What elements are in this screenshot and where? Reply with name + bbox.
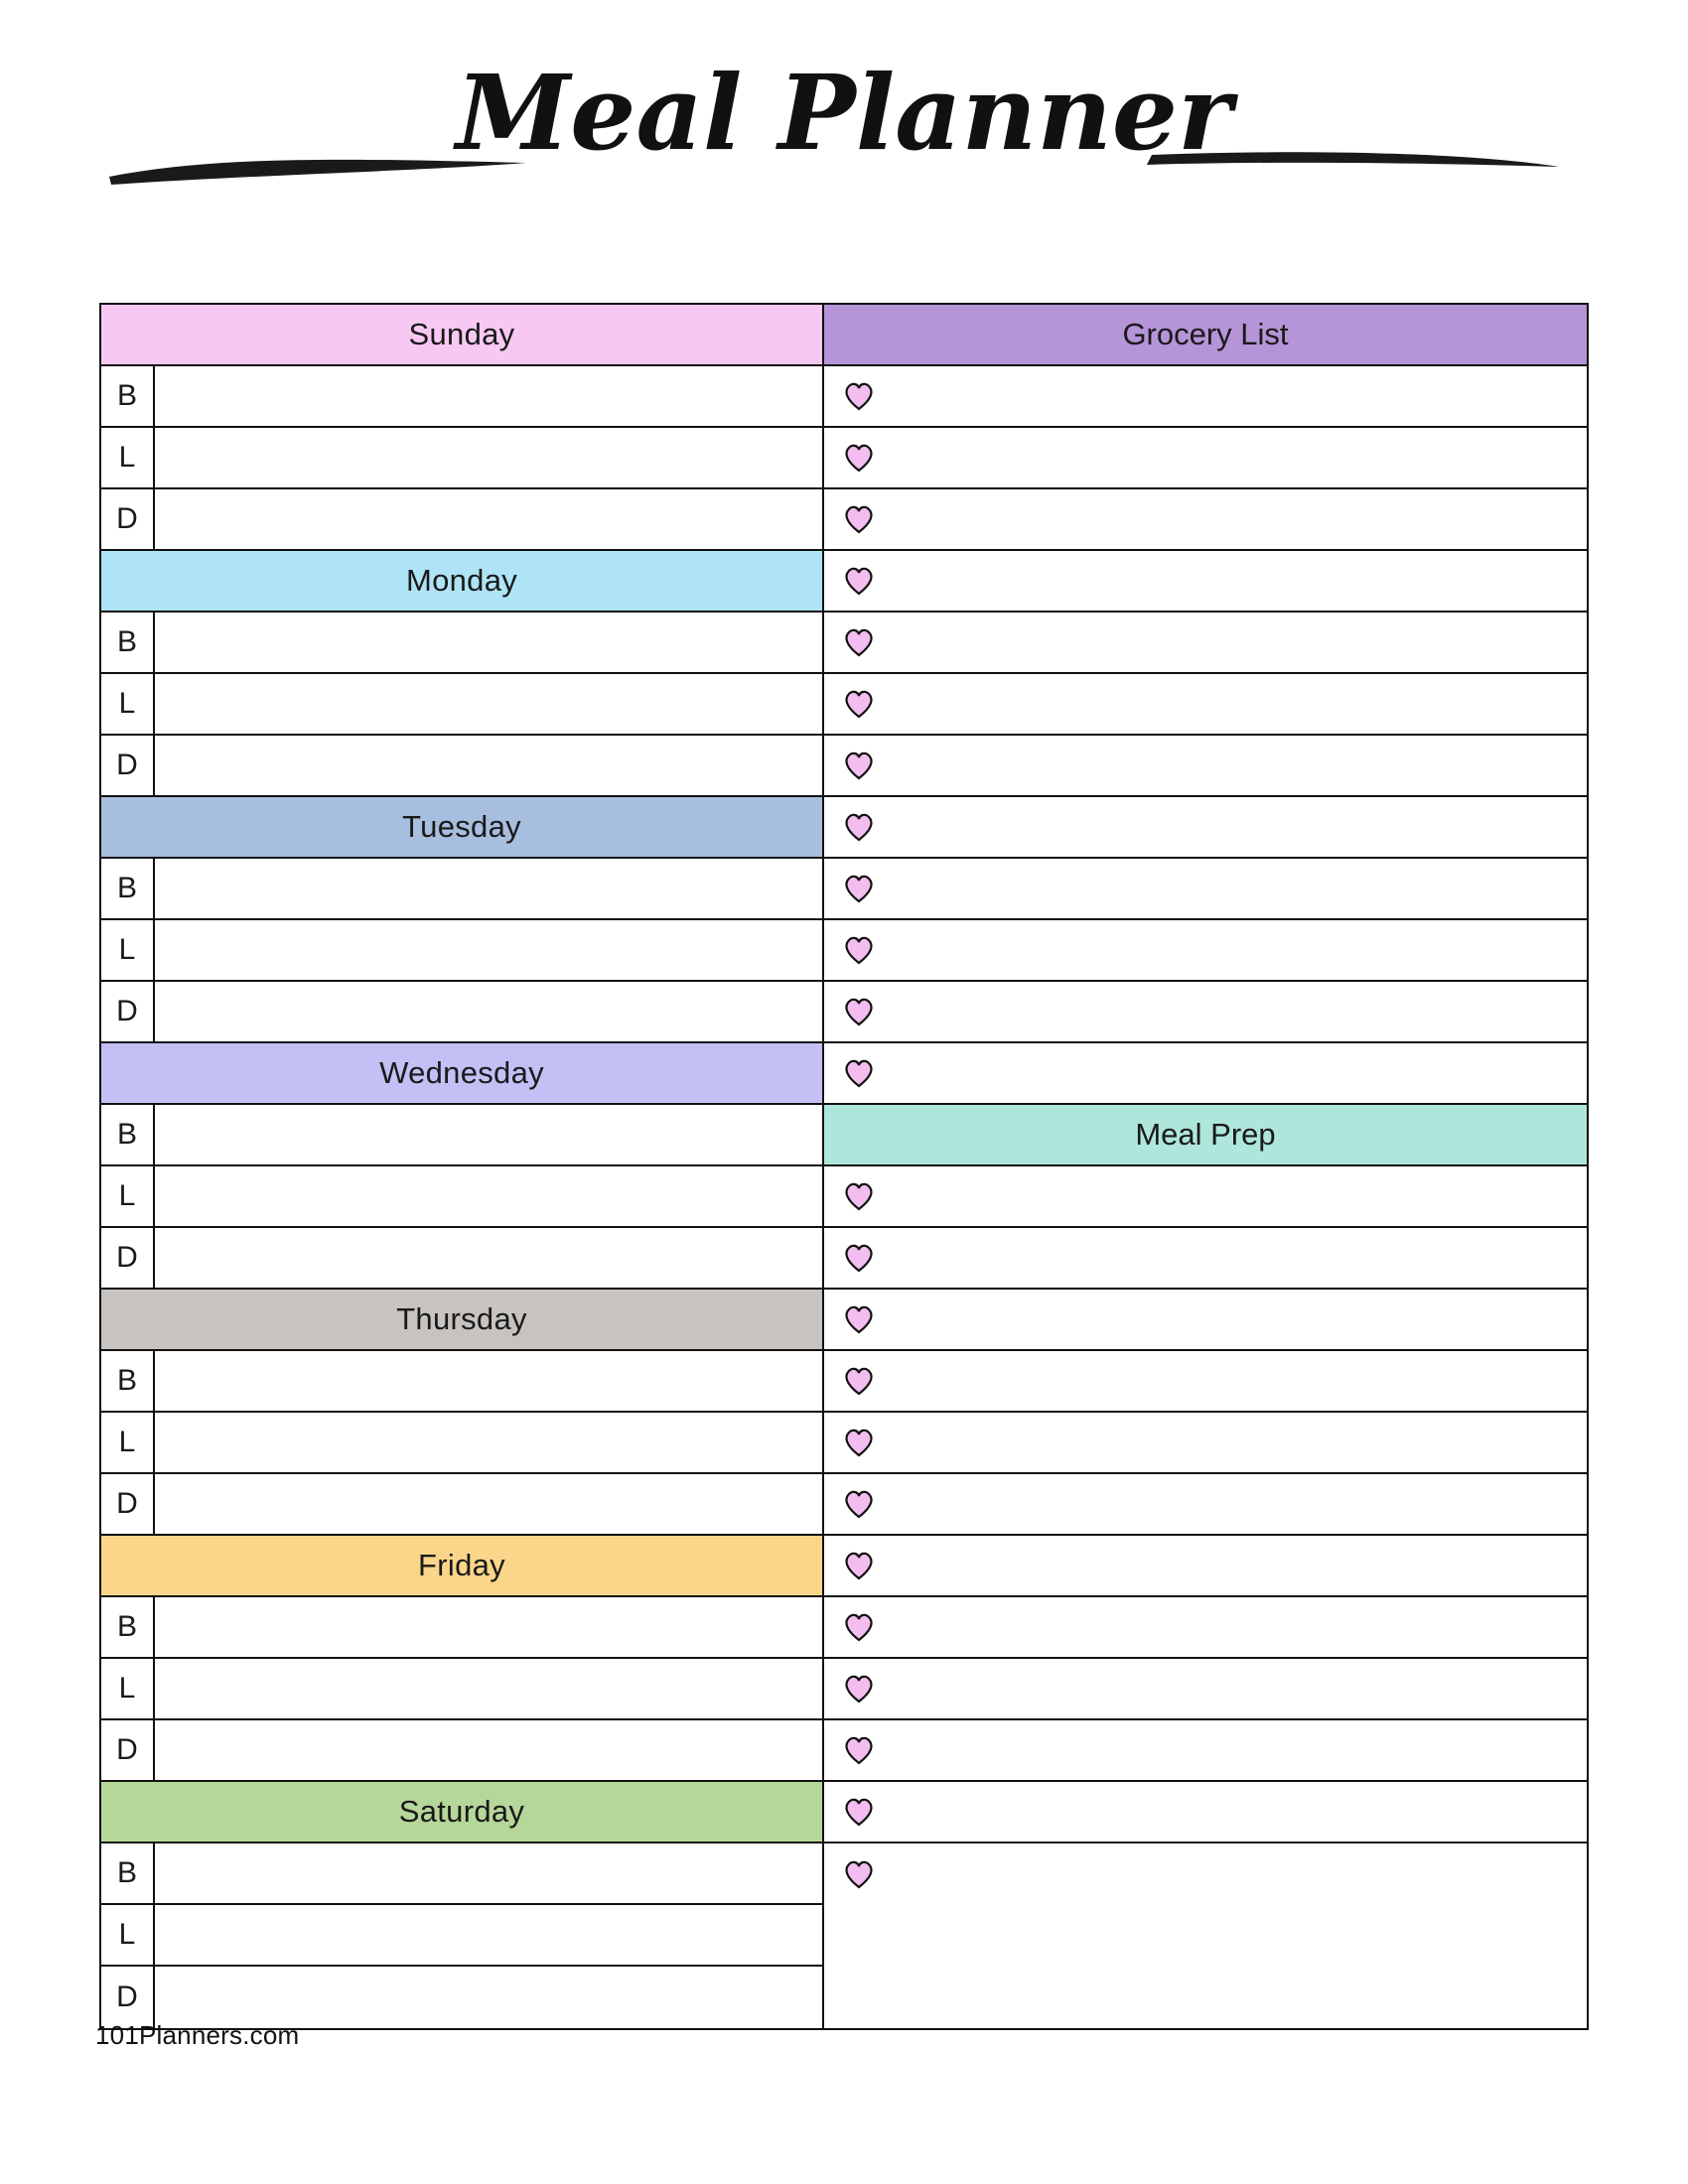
meal-prep-item[interactable]: [824, 1413, 1587, 1474]
grocery-list-item[interactable]: [824, 428, 1587, 489]
heart-icon: [842, 1795, 876, 1829]
meal-entry-field[interactable]: [155, 736, 822, 795]
heart-icon: [842, 1241, 876, 1275]
days-column: [101, 305, 824, 2028]
meal-row-tuesday-lunch[interactable]: [101, 920, 822, 982]
meal-row-thursday-breakfast[interactable]: [101, 1351, 822, 1413]
heart-icon: [842, 1857, 876, 1891]
grocery-list-item[interactable]: [824, 551, 1587, 613]
meal-row-tuesday-breakfast[interactable]: [101, 859, 822, 920]
meal-entry-field[interactable]: [155, 674, 822, 734]
day-header-wednesday: [101, 1043, 822, 1105]
meal-row-thursday-lunch[interactable]: [101, 1413, 822, 1474]
meal-letter: L: [101, 1905, 155, 1965]
meal-entry-field[interactable]: [155, 489, 822, 549]
meal-prep-item[interactable]: [824, 1843, 1587, 1905]
meal-row-friday-dinner[interactable]: [101, 1720, 822, 1782]
day-label: Wednesday: [379, 1055, 544, 1090]
meal-letter: B: [101, 1597, 155, 1657]
meal-entry-field[interactable]: [155, 1843, 822, 1903]
heart-icon: [842, 379, 876, 413]
meal-entry-field[interactable]: [155, 1905, 822, 1965]
meal-letter: D: [101, 982, 155, 1041]
day-header-monday: [101, 551, 822, 613]
meal-letter: L: [101, 920, 155, 980]
meal-prep-item[interactable]: [824, 1351, 1587, 1413]
page-title-area: [0, 60, 1688, 208]
day-header-friday: [101, 1536, 822, 1597]
meal-letter: B: [101, 366, 155, 426]
meal-row-saturday-dinner[interactable]: [101, 1967, 822, 2028]
meal-entry-field[interactable]: [155, 1351, 822, 1411]
meal-row-wednesday-lunch[interactable]: [101, 1166, 822, 1228]
grocery-list-item[interactable]: [824, 736, 1587, 797]
grocery-list-item[interactable]: [824, 366, 1587, 428]
meal-entry-field[interactable]: [155, 859, 822, 918]
meal-entry-field[interactable]: [155, 1474, 822, 1534]
heart-icon: [842, 1179, 876, 1213]
meal-row-saturday-breakfast[interactable]: [101, 1843, 822, 1905]
meal-letter: L: [101, 1166, 155, 1226]
day-label: Monday: [405, 563, 518, 598]
meal-row-sunday-dinner[interactable]: [101, 489, 822, 551]
heart-icon: [842, 810, 876, 844]
grocery-list-item[interactable]: [824, 489, 1587, 551]
meal-prep-item[interactable]: [824, 1166, 1587, 1228]
meal-letter: B: [101, 859, 155, 918]
grocery-list-item[interactable]: [824, 982, 1587, 1043]
grocery-list-item[interactable]: [824, 797, 1587, 859]
meal-letter: B: [101, 613, 155, 672]
meal-row-monday-breakfast[interactable]: [101, 613, 822, 674]
meal-row-sunday-breakfast[interactable]: [101, 366, 822, 428]
lists-column: [824, 305, 1587, 2028]
meal-entry-field[interactable]: [155, 1597, 822, 1657]
meal-letter: L: [101, 1659, 155, 1718]
day-label: Saturday: [398, 1794, 525, 1829]
meal-row-saturday-lunch[interactable]: [101, 1905, 822, 1967]
meal-entry-field[interactable]: [155, 613, 822, 672]
heart-icon: [842, 1056, 876, 1090]
heart-icon: [842, 441, 876, 475]
meal-letter: B: [101, 1351, 155, 1411]
meal-prep-item[interactable]: [824, 1720, 1587, 1782]
meal-entry-field[interactable]: [155, 982, 822, 1041]
meal-letter: L: [101, 1413, 155, 1472]
meal-prep-header: [824, 1105, 1587, 1166]
meal-entry-field[interactable]: [155, 1720, 822, 1780]
meal-row-wednesday-dinner[interactable]: [101, 1228, 822, 1290]
heart-icon: [842, 1733, 876, 1767]
heart-icon: [842, 1364, 876, 1398]
meal-letter: B: [101, 1843, 155, 1903]
day-label: Friday: [418, 1548, 505, 1582]
meal-prep-item[interactable]: [824, 1782, 1587, 1843]
page-title: Meal Planner: [456, 60, 1232, 174]
heart-icon: [842, 1302, 876, 1336]
meal-row-sunday-lunch[interactable]: [101, 428, 822, 489]
day-header-saturday: [101, 1782, 822, 1843]
meal-prep-item[interactable]: [824, 1536, 1587, 1597]
meal-entry-field[interactable]: [155, 1228, 822, 1288]
meal-prep-item[interactable]: [824, 1290, 1587, 1351]
heart-icon: [842, 1610, 876, 1644]
grocery-list-item[interactable]: [824, 920, 1587, 982]
heart-icon: [842, 564, 876, 598]
heart-icon: [842, 1426, 876, 1459]
meal-letter: D: [101, 1228, 155, 1288]
meal-entry-field[interactable]: [155, 428, 822, 487]
meal-prep-item[interactable]: [824, 1228, 1587, 1290]
section-title: Meal Prep: [1135, 1117, 1276, 1152]
day-header-thursday: [101, 1290, 822, 1351]
heart-icon: [842, 933, 876, 967]
meal-row-friday-lunch[interactable]: [101, 1659, 822, 1720]
grocery-list-item[interactable]: [824, 1043, 1587, 1105]
meal-prep-item[interactable]: [824, 1597, 1587, 1659]
day-header-tuesday: [101, 797, 822, 859]
heart-icon: [842, 687, 876, 721]
meal-prep-item[interactable]: [824, 1659, 1587, 1720]
meal-letter: L: [101, 674, 155, 734]
meal-prep-item[interactable]: [824, 1474, 1587, 1536]
meal-letter: D: [101, 1720, 155, 1780]
meal-row-monday-lunch[interactable]: [101, 674, 822, 736]
title-artwork: [99, 60, 1589, 208]
day-label: Tuesday: [402, 809, 521, 844]
meal-letter: D: [101, 1474, 155, 1534]
meal-letter: B: [101, 1105, 155, 1164]
meal-row-tuesday-dinner[interactable]: [101, 982, 822, 1043]
meal-letter: L: [101, 428, 155, 487]
day-header-sunday: [101, 305, 822, 366]
meal-entry-field[interactable]: [155, 366, 822, 426]
grocery-list-header: [824, 305, 1587, 366]
meal-entry-field[interactable]: [155, 1105, 822, 1164]
footer-credit: 101Planners.com: [95, 2020, 300, 2050]
meal-entry-field[interactable]: [155, 1659, 822, 1718]
meal-row-friday-breakfast[interactable]: [101, 1597, 822, 1659]
heart-icon: [842, 1672, 876, 1706]
meal-letter: D: [101, 489, 155, 549]
heart-icon: [842, 995, 876, 1028]
meal-row-monday-dinner[interactable]: [101, 736, 822, 797]
meal-entry-field[interactable]: [155, 920, 822, 980]
meal-letter: D: [101, 736, 155, 795]
meal-entry-field[interactable]: [155, 1166, 822, 1226]
planner-grid: [99, 303, 1589, 2030]
meal-entry-field[interactable]: [155, 1413, 822, 1472]
heart-icon: [842, 502, 876, 536]
grocery-list-item[interactable]: [824, 674, 1587, 736]
day-label: Sunday: [408, 317, 515, 351]
grocery-list-item[interactable]: [824, 859, 1587, 920]
meal-letter: D: [101, 1967, 155, 2028]
grocery-list-item[interactable]: [824, 613, 1587, 674]
heart-icon: [842, 1487, 876, 1521]
heart-icon: [842, 872, 876, 905]
day-label: Thursday: [396, 1301, 527, 1336]
heart-icon: [842, 625, 876, 659]
meal-row-wednesday-breakfast[interactable]: [101, 1105, 822, 1166]
meal-entry-field[interactable]: [155, 1967, 822, 2028]
section-title: Grocery List: [1122, 317, 1289, 351]
meal-row-thursday-dinner[interactable]: [101, 1474, 822, 1536]
heart-icon: [842, 749, 876, 782]
heart-icon: [842, 1549, 876, 1582]
